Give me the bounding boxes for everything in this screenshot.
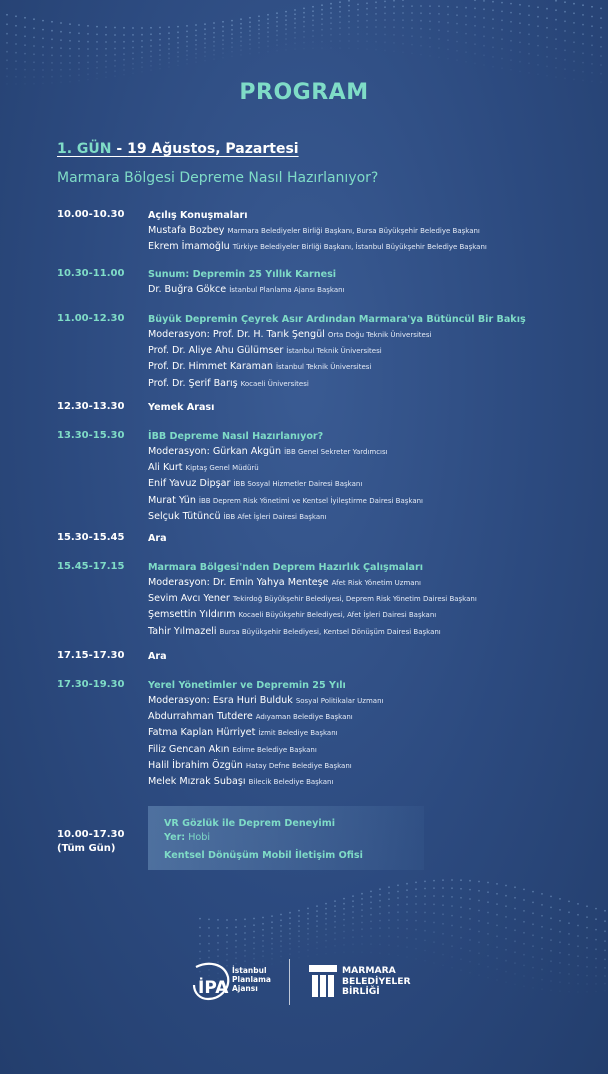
mbb-line-2: BELEDİYELER xyxy=(342,975,411,987)
speaker-row xyxy=(148,725,568,741)
mbb-line-3: BİRLİĞİ xyxy=(342,986,380,997)
speaker-row xyxy=(148,509,568,525)
mbb-logo-text xyxy=(342,966,432,998)
speaker-name: Şemsettin Yıldırım xyxy=(148,609,236,621)
ipa-logo-mark: İPA xyxy=(198,978,229,998)
logo-divider xyxy=(289,959,290,1005)
speaker-role: Bilecik Belediye Başkanı xyxy=(248,778,334,787)
session-title: Büyük Depremin Çeyrek Asır Ardından Marmara'ya Bütüncül Bir Bakış xyxy=(148,314,526,325)
speaker-role: İBB Genel Sekreter Yardımcısı xyxy=(284,448,388,456)
session-time: 15.30-15.45 xyxy=(57,532,125,543)
speaker-row xyxy=(148,460,568,476)
speaker-role: İstanbul Planlama Ajansı Başkanı xyxy=(229,286,345,294)
speaker-role: Hatay Defne Belediye Başkanı xyxy=(245,761,352,770)
mbb-line-1: MARMARA xyxy=(342,965,396,976)
session-details xyxy=(148,650,568,664)
speaker-row xyxy=(148,223,568,239)
speaker-name: Murat Yün xyxy=(148,494,196,506)
speaker-role: Bursa Büyükşehir Belediyesi, Kentsel Dönüşüm Dairesi Başkanı xyxy=(219,627,441,636)
ipa-logo-text xyxy=(232,966,287,993)
speaker-role: Afet Risk Yönetim Uzmanı xyxy=(331,579,421,587)
speaker-row xyxy=(148,239,568,255)
session-title: Açılış Konuşmaları xyxy=(148,210,248,221)
speaker-name: Melek Mızrak Subaşı xyxy=(148,776,246,788)
speaker-row xyxy=(148,493,568,509)
speaker-role: Kocaeli Büyükşehir Belediyesi, Afet İşleri Dairesi Başkanı xyxy=(238,611,437,620)
speaker-name: Ekrem İmamoğlu xyxy=(148,241,230,253)
speaker-row xyxy=(148,591,568,607)
speaker-name: Prof. Dr. Şerif Barış xyxy=(148,377,238,389)
speaker-name: Fatma Kaplan Hürriyet xyxy=(148,727,256,739)
speaker-name: Tahir Yılmazeli xyxy=(148,625,217,637)
session-title: Yemek Arası xyxy=(148,402,215,413)
session-title: Marmara Bölgesi'nden Deprem Hazırlık Çalışmaları xyxy=(148,562,424,573)
speaker-row xyxy=(148,444,568,460)
vr-place-label: Yer: xyxy=(164,832,186,843)
session-time: 12.30-13.30 xyxy=(57,401,125,412)
speaker-row xyxy=(148,774,568,790)
ipa-logo-icon xyxy=(190,959,232,1003)
day-date: 19 Ağustos, Pazartesi xyxy=(127,141,299,157)
vr-event-title: VR Gözlük ile Deprem Deneyimi xyxy=(164,818,336,829)
day-label: 1. GÜN xyxy=(57,141,112,157)
speaker-row xyxy=(148,693,568,709)
vr-time-range: 10.00-17.30 xyxy=(57,829,125,840)
ipa-line-2: Planlama xyxy=(232,975,271,984)
mbb-logo-icon xyxy=(309,965,337,997)
session-details xyxy=(148,430,568,525)
speaker-name: Moderasyon: Dr. Emin Yahya Menteşe xyxy=(148,577,329,588)
speaker-row xyxy=(148,709,568,725)
session-title: Yerel Yönetimler ve Depremin 25 Yılı xyxy=(148,680,346,691)
speaker-row xyxy=(148,607,568,623)
session-details xyxy=(148,561,568,640)
vr-event-time xyxy=(57,828,124,856)
vr-time-note: (Tüm Gün) xyxy=(57,843,116,854)
vr-event-office: Kentsel Dönüşüm Mobil İletişim Ofisi xyxy=(164,850,363,861)
speaker-role: Sosyal Politikalar Uzmanı xyxy=(295,697,384,705)
day-separator: - xyxy=(111,141,128,157)
speaker-role: Adıyaman Belediye Başkanı xyxy=(255,713,353,722)
speaker-name: Halil İbrahim Özgün xyxy=(148,759,243,771)
speaker-role: Orta Doğu Teknik Üniversitesi xyxy=(327,331,432,339)
vr-place-value: Hobi xyxy=(188,832,211,843)
session-time: 10.00-10.30 xyxy=(57,209,125,220)
speaker-row xyxy=(148,476,568,492)
vr-event-box xyxy=(148,806,424,870)
speaker-name: Moderasyon: Esra Huri Bulduk xyxy=(148,695,293,706)
speaker-role: İBB Sosyal Hizmetler Dairesi Başkanı xyxy=(233,480,363,489)
session-time: 17.30-19.30 xyxy=(57,679,125,690)
speaker-row xyxy=(148,343,568,359)
speaker-role: Kiptaş Genel Müdürü xyxy=(185,464,259,473)
session-details xyxy=(148,268,568,298)
speaker-name: Prof. Dr. Aliye Ahu Gülümser xyxy=(148,345,284,357)
speaker-name: Ali Kurt xyxy=(148,462,183,474)
session-details xyxy=(148,209,568,255)
session-title: İBB Depreme Nasıl Hazırlanıyor? xyxy=(148,431,324,442)
session-time: 13.30-15.30 xyxy=(57,430,125,441)
session-time: 10.30-11.00 xyxy=(57,268,125,279)
vr-event-place xyxy=(164,832,210,843)
speaker-row xyxy=(148,282,568,298)
speaker-role: Marmara Belediyeler Birliği Başkanı, Bursa Büyükşehir Belediye Başkanı xyxy=(227,227,480,235)
program-subtitle: Marmara Bölgesi Depreme Nasıl Hazırlanıyor? xyxy=(57,170,379,186)
speaker-name: Abdurrahman Tutdere xyxy=(148,711,253,723)
session-title: Ara xyxy=(148,533,167,544)
speaker-row xyxy=(148,742,568,758)
speaker-row xyxy=(148,575,568,591)
session-time: 15.45-17.15 xyxy=(57,561,125,572)
speaker-name: Moderasyon: Gürkan Akgün xyxy=(148,446,282,457)
speaker-name: Sevim Avcı Yener xyxy=(148,593,230,605)
session-title: Ara xyxy=(148,651,167,662)
speaker-role: İzmit Belediye Başkanı xyxy=(258,729,338,738)
session-time: 11.00-12.30 xyxy=(57,313,125,324)
speaker-row xyxy=(148,359,568,375)
speaker-name: Moderasyon: Prof. Dr. H. Tarık Şengül xyxy=(148,329,325,340)
session-details xyxy=(148,313,568,392)
speaker-role: İBB Deprem Risk Yönetimi ve Kentsel İyileştirme Dairesi Başkanı xyxy=(198,496,424,505)
session-time: 17.15-17.30 xyxy=(57,650,125,661)
session-details xyxy=(148,401,568,415)
speaker-row xyxy=(148,376,568,392)
ipa-line-1: İstanbul xyxy=(232,966,267,975)
speaker-name: Dr. Buğra Gökce xyxy=(148,284,227,295)
speaker-row xyxy=(148,327,568,343)
speaker-role: İBB Afet İşleri Dairesi Başkanı xyxy=(223,512,327,521)
page-title: PROGRAM xyxy=(239,80,369,105)
session-details xyxy=(148,679,568,790)
speaker-role: Edirne Belediye Başkanı xyxy=(232,745,317,754)
speaker-name: Enif Yavuz Dipşar xyxy=(148,478,231,490)
speaker-name: Mustafa Bozbey xyxy=(148,225,225,236)
speaker-name: Selçuk Tütüncü xyxy=(148,510,221,522)
speaker-name: Filiz Gencan Akın xyxy=(148,743,230,755)
speaker-role: Tekirdoğ Büyükşehir Belediyesi, Deprem Risk Yönetim Dairesi Başkanı xyxy=(232,595,477,604)
speaker-role: Kocaeli Üniversitesi xyxy=(240,379,309,388)
speaker-row xyxy=(148,758,568,774)
speaker-role: İstanbul Teknik Üniversitesi xyxy=(286,347,382,356)
speaker-row xyxy=(148,624,568,640)
session-title: Sunum: Depremin 25 Yıllık Karnesi xyxy=(148,269,337,280)
day-heading xyxy=(57,141,299,157)
ipa-line-3: Ajansı xyxy=(232,984,258,993)
speaker-role: İstanbul Teknik Üniversitesi xyxy=(275,363,372,372)
speaker-role: Türkiye Belediyeler Birliği Başkanı, İstanbul Büyükşehir Belediye Başkanı xyxy=(232,243,487,252)
speaker-name: Prof. Dr. Himmet Karaman xyxy=(148,361,273,373)
session-details xyxy=(148,532,568,546)
footer-logos xyxy=(0,955,608,1015)
